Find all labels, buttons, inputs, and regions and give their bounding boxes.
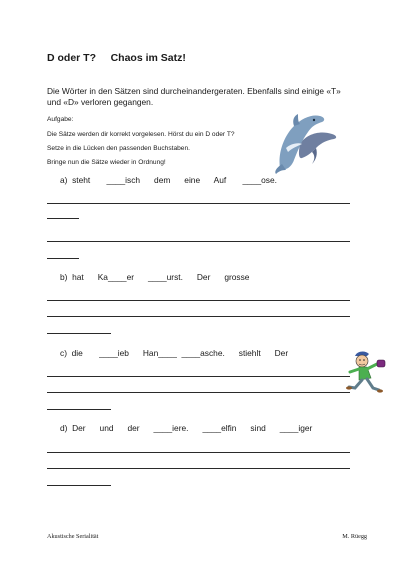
answer-line-a-3: [47, 241, 350, 242]
instructions-line-3: Bringe nun die Sätze wieder in Ordnung!: [47, 159, 166, 166]
answer-line-b-2: [47, 316, 350, 317]
answer-line-b-3: [47, 333, 111, 334]
task-c-words: c) die ____ieb Han____ ____asche. stiehlt Der: [60, 348, 289, 358]
footer-left: Akustische Serialität: [47, 533, 99, 540]
answer-line-c-2: [47, 392, 350, 393]
answer-line-d-2: [47, 468, 350, 469]
task-a-words: a) steht ____isch dem eine Auf ____ose.: [60, 175, 277, 185]
footer-right: M. Rüegg: [342, 533, 367, 540]
intro-text: Die Wörter in den Sätzen sind durcheinandergeraten. Ebenfalls sind einige «T» und «D» verloren gegangen.: [47, 86, 341, 107]
instructions-heading: Aufgabe:: [47, 116, 74, 123]
task-d-words: d) Der und der ____iere. ____elfin sind ____iger: [60, 423, 313, 433]
answer-line-a-2: [47, 218, 79, 219]
instructions-line-1: Die Sätze werden dir korrekt vorgelesen. Hörst du ein D oder T?: [47, 131, 235, 138]
answer-line-a-4: [47, 258, 79, 259]
answer-line-c-3: [47, 409, 111, 410]
answer-line-b-1: [47, 300, 350, 301]
answer-line-c-1: [47, 376, 350, 377]
answer-line-d-3: [47, 485, 111, 486]
running-thief-cartoon: [345, 350, 389, 396]
task-b-words: b) hat Ka____er ____urst. Der grosse: [60, 272, 250, 282]
worksheet-title: D oder T? Chaos im Satz!: [47, 52, 186, 64]
instructions-line-2: Setze in die Lücken den passenden Buchstaben.: [47, 145, 190, 152]
answer-line-d-1: [47, 452, 350, 453]
answer-line-a-1: [47, 203, 350, 204]
dolphin-illustration: [272, 108, 342, 174]
